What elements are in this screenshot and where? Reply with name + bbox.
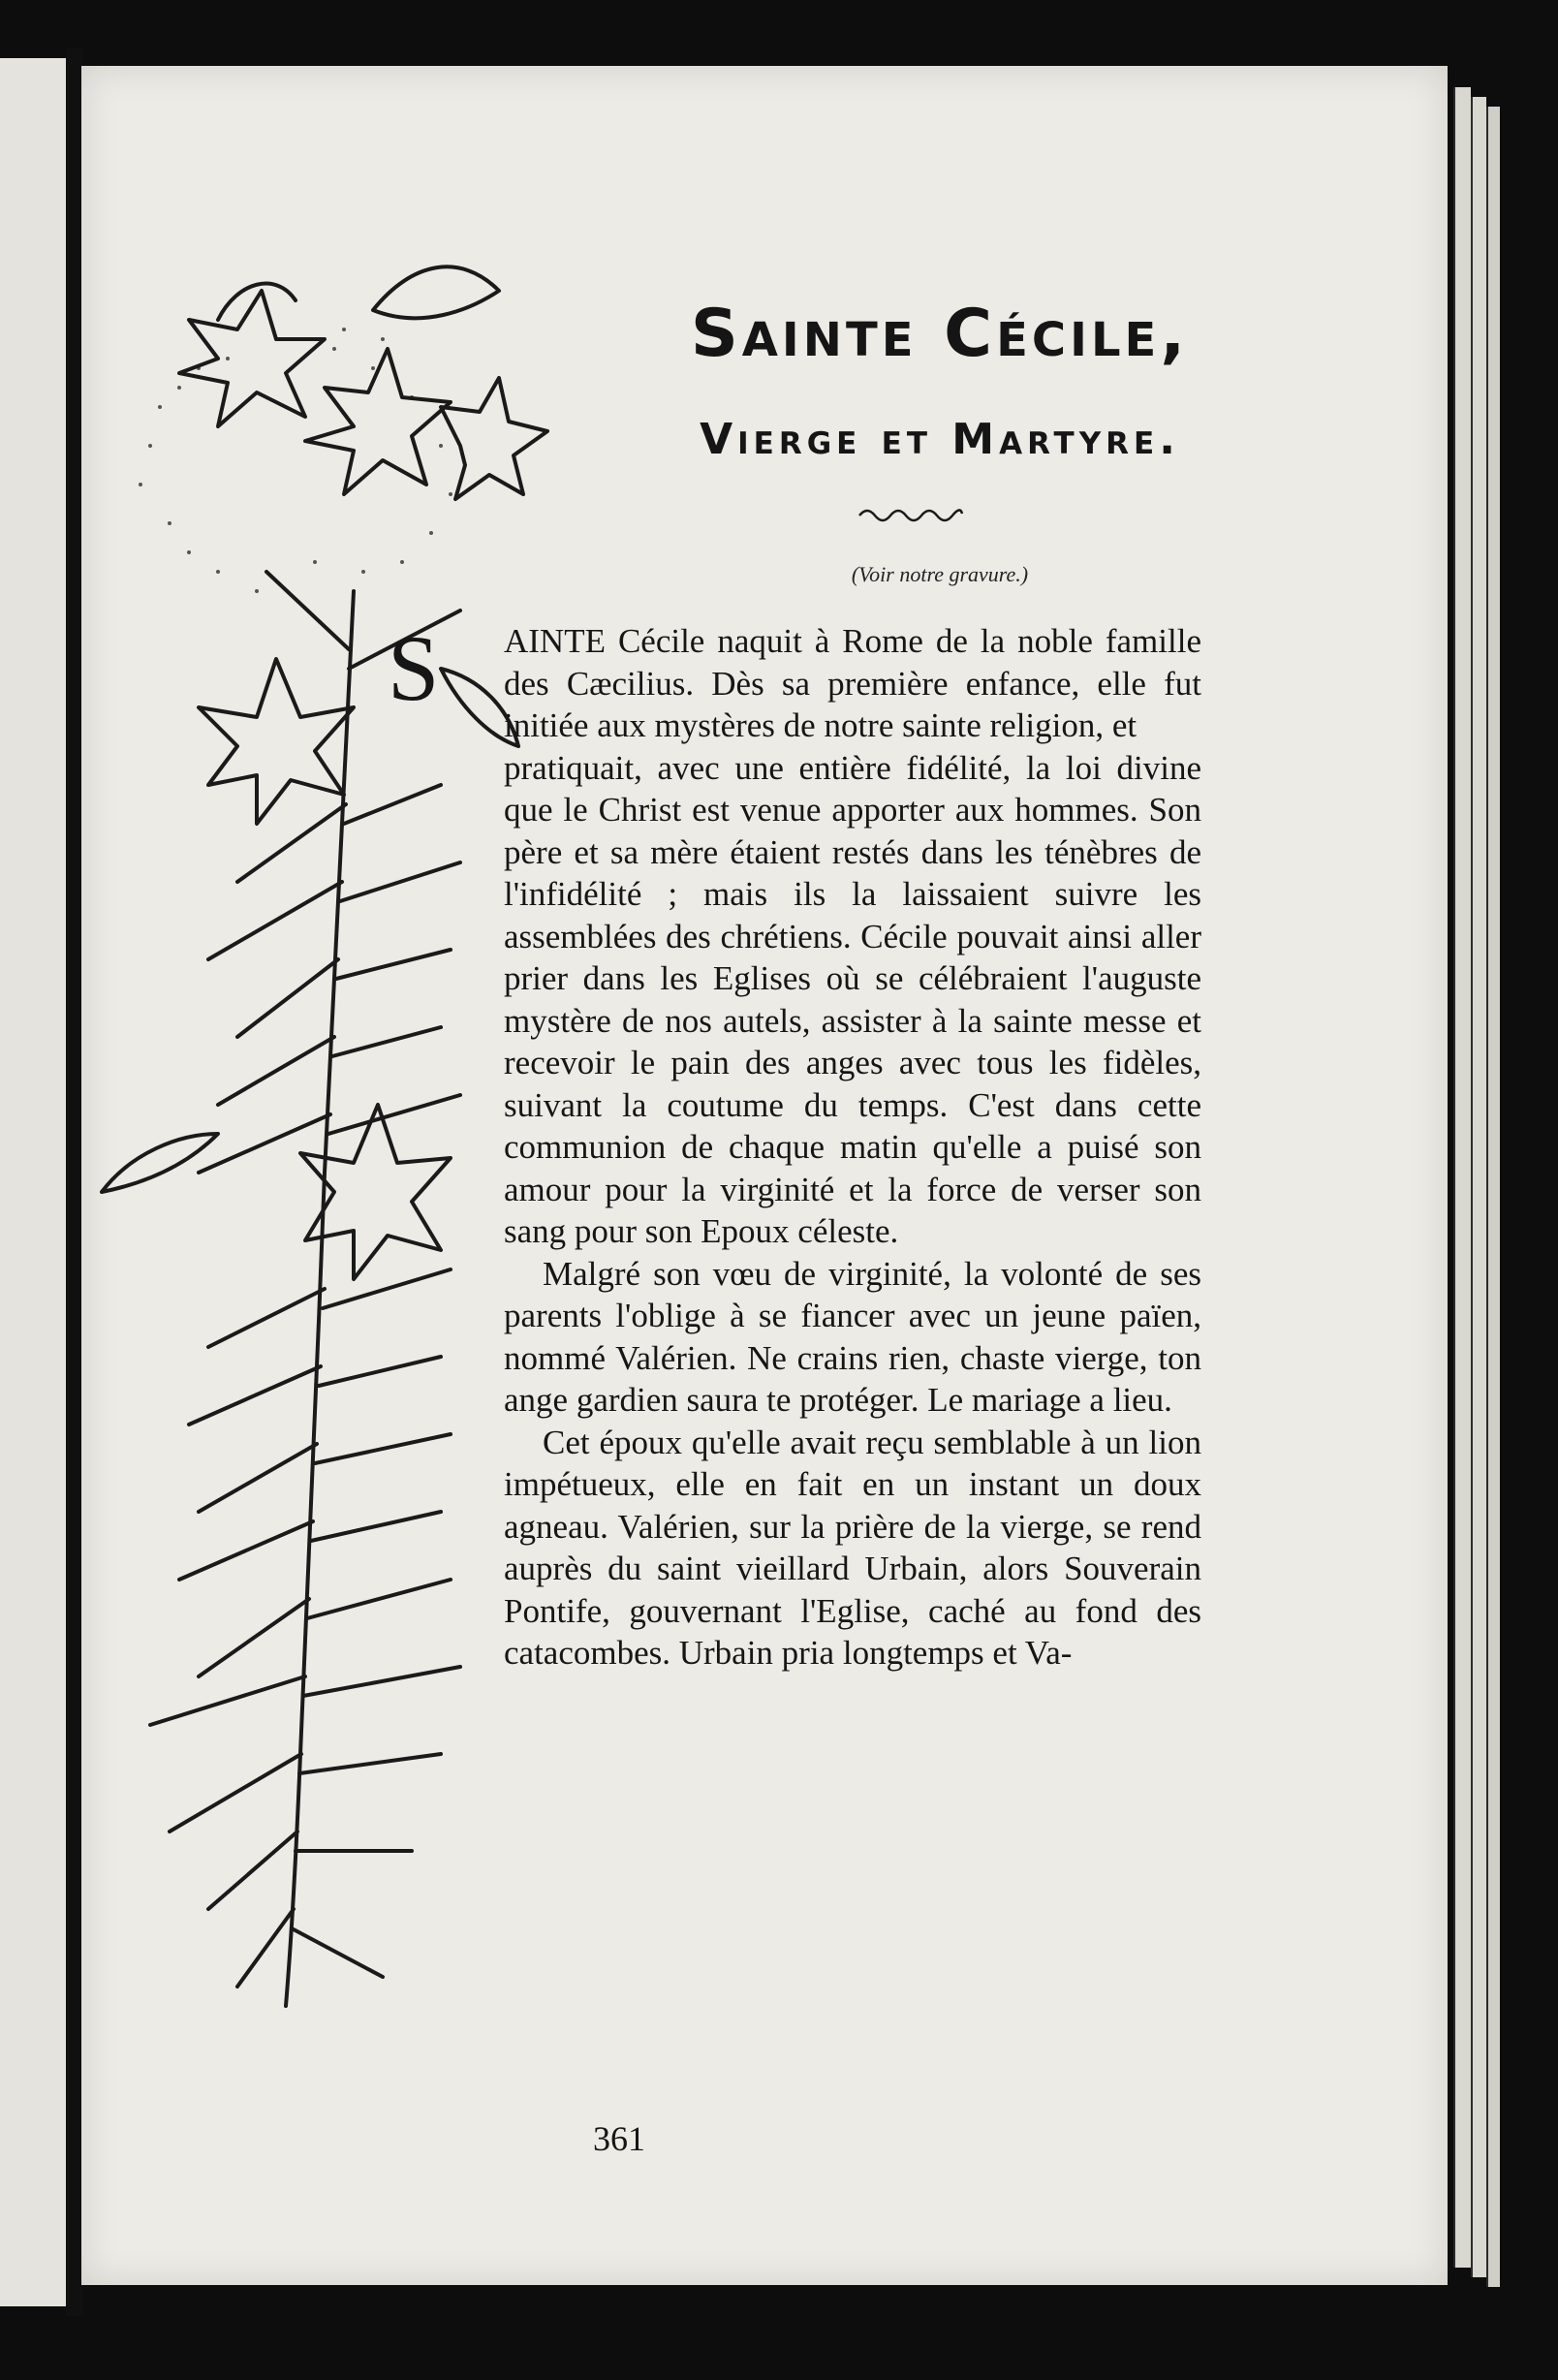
- page-edge: [1453, 87, 1471, 2268]
- flower-bud: [102, 1134, 218, 1192]
- flower-petals: [441, 378, 547, 499]
- stipple-halo: [139, 328, 452, 593]
- page-edge: [1486, 107, 1500, 2287]
- drop-cap: S: [388, 616, 440, 720]
- page-subtitle: Vierge et Martyre.: [700, 415, 1180, 464]
- third-paragraph: Cet époux qu'elle avait reçu semblable à un lion impétueux, elle en fait en un instant un doux agneau. Valérien, sur la prière de la vierge, se rend auprès du saint vieillard Urbain, alors Souverain Pontife, gouvernant l'Eglise, caché au fond des catacombes. Urbain pria longtemps et Va-: [504, 1423, 1201, 1672]
- first-paragraph-rest: pratiquait, avec une entière fidélité, la loi divine que le Christ est venue apporter aux hommes. Son père et sa mère étaient restés dans les ténèbres de l'infidélité ; mais ils la laissaient suivre les assemblées des chrétiens. Cécile pouvait ainsi aller prier dans les Eglises où se célébraient l'auguste mystère de nos autels, assister à la sainte messe et recevoir le pain des anges avec tous les fidèles, suivant la coutume du temps. C'est dans cette communion de chaque matin qu'elle a puisé son amour pour la virginité et la force de verser son sang pour son Epoux céleste.: [504, 748, 1201, 1250]
- facing-page-edge: [0, 58, 66, 2306]
- page-title: Sainte Cécile,: [690, 296, 1190, 372]
- article-body: [388, 616, 1201, 1675]
- page-edge: [1471, 97, 1486, 2277]
- flower-bud: [373, 266, 499, 318]
- first-paragraph-lead: [388, 616, 1201, 747]
- page-number: 361: [593, 2119, 645, 2158]
- stem: [286, 591, 354, 2006]
- flower-petals: [179, 291, 325, 426]
- decorative-squiggle: [857, 502, 964, 525]
- second-paragraph: Malgré son vœu de virginité, la volonté de ses parents l'oblige à se fiancer avec un jeune païen, nommé Valérien. Ne crains rien, chaste vierge, ton ange gardien saura te protéger. Le mariage a lieu.: [504, 1254, 1201, 1419]
- flower-petals: [305, 349, 451, 494]
- engraving-note: (Voir notre gravure.): [851, 562, 1029, 586]
- flower-petals: [199, 659, 354, 824]
- first-paragraph-lead-text: AINTE Cécile naquit à Rome de la noble famille des Cæcilius. Dès sa première enfance, elle fut initiée aux mystères de notre sainte religion, et: [504, 622, 1201, 744]
